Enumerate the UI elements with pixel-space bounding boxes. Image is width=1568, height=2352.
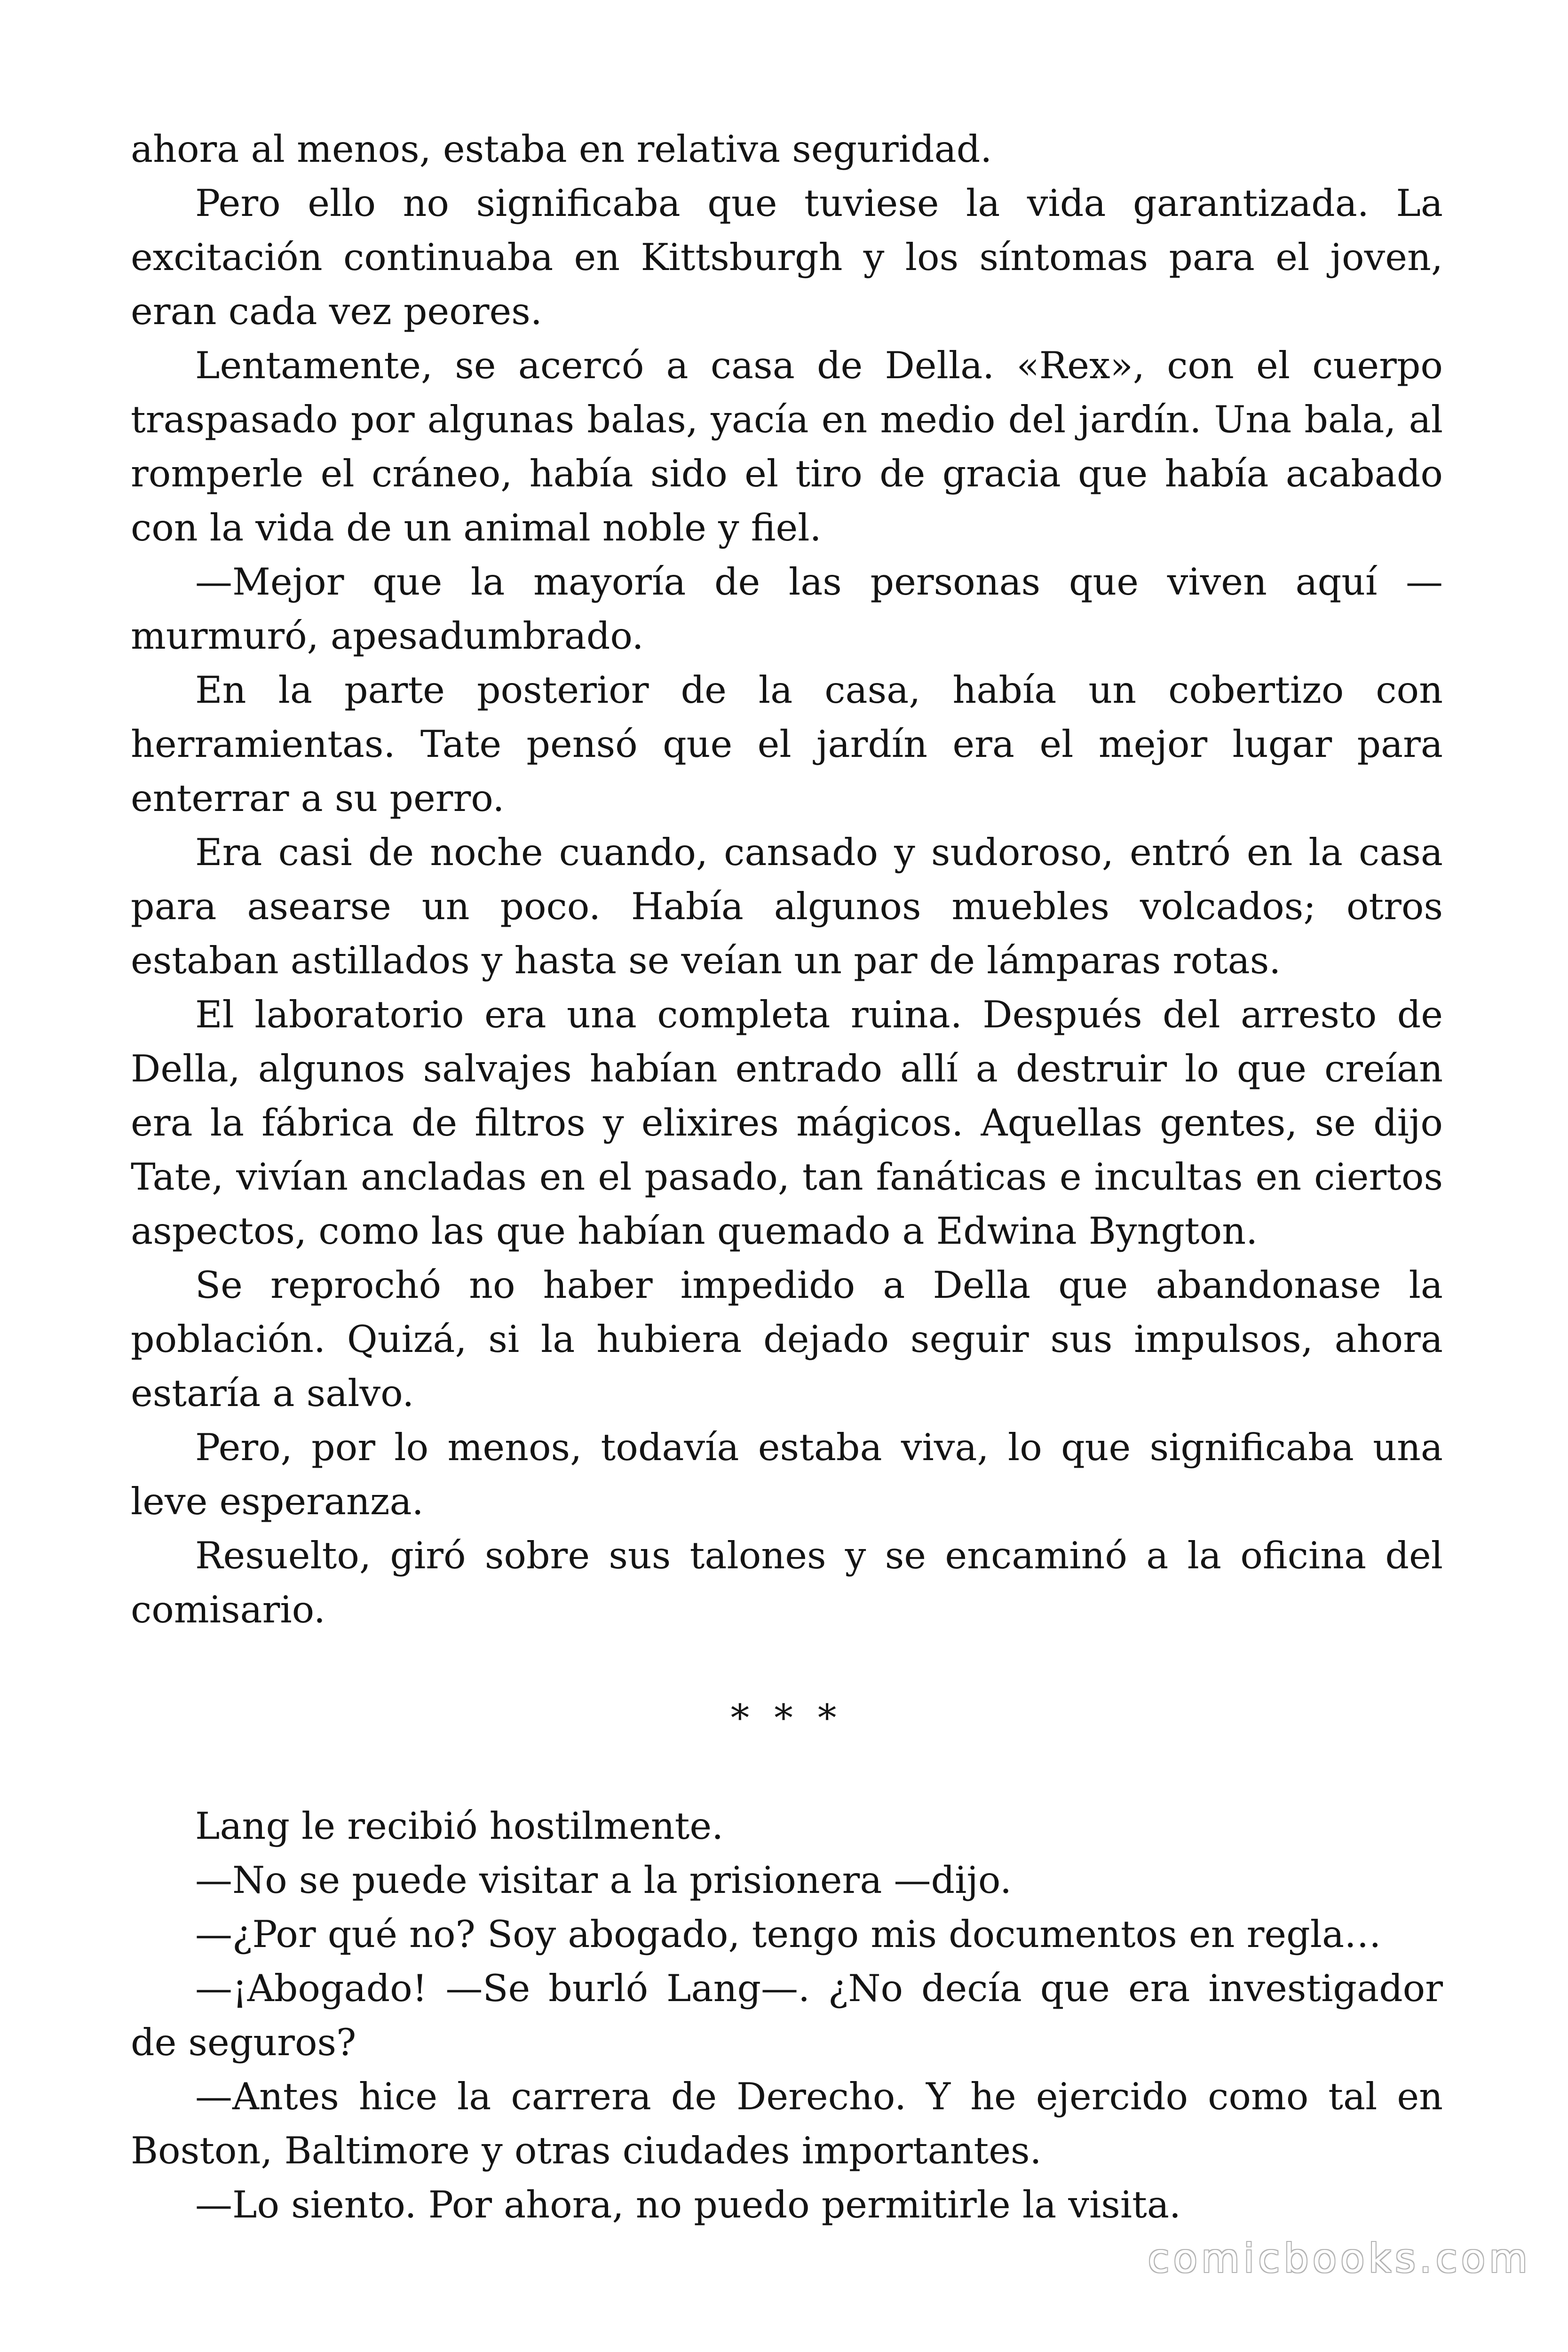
paragraph: Era casi de noche cuando, cansado y sudoroso, entró en la casa para asearse un poco. Había algunos muebles volcados; otros estaban astillados y hasta se veían un par de lámparas rotas. xyxy=(131,831,1443,982)
paragraph: —Antes hice la carrera de Derecho. Y he ejercido como tal en Boston, Baltimore y otras ciudades importantes. xyxy=(131,2075,1443,2172)
paragraph: Pero ello no significaba que tuviese la vida garantizada. La excitación continuaba en Kittsburgh y los síntomas para el joven, eran cada vez peores. xyxy=(131,182,1443,333)
paragraph: El laboratorio era una completa ruina. Después del arresto de Della, algunos salvajes habían entrado allí a destruir lo que creían era la fábrica de filtros y elixires mágicos. Aquellas gentes, se dijo Tate, vivían ancladas en el pasado, tan fanáticas e incultas en ciertos aspectos, como las que habían quemado a Edwina Byngton. xyxy=(131,993,1443,1253)
paragraph: En la parte posterior de la casa, había un cobertizo con herramientas. Tate pensó que el jardín era el mejor lugar para enterrar a su perro. xyxy=(131,668,1443,820)
book-page-text xyxy=(131,122,1443,2232)
watermark-text: comicbooks.com xyxy=(1148,2235,1531,2281)
paragraph: —¿Por qué no? Soy abogado, tengo mis documentos en regla… xyxy=(195,1913,1382,1956)
paragraph: —Lo siento. Por ahora, no puedo permitirle la visita. xyxy=(195,2183,1181,2226)
paragraph: —Mejor que la mayoría de las personas que viven aquí —murmuró, apesadumbrado. xyxy=(131,560,1443,658)
paragraph: Pero, por lo menos, todavía estaba viva, lo que significaba una leve esperanza. xyxy=(131,1426,1443,1523)
paragraph: Se reprochó no haber impedido a Della que abandonase la población. Quizá, si la hubiera dejado seguir sus impulsos, ahora estaría a salvo. xyxy=(131,1263,1443,1415)
paragraph: Lentamente, se acercó a casa de Della. «Rex», con el cuerpo traspasado por algunas balas, yacía en medio del jardín. Una bala, al romperle el cráneo, había sido el tiro de gracia que había acabado con la vida de un animal noble y fiel. xyxy=(131,344,1443,549)
paragraph: Resuelto, giró sobre sus talones y se encaminó a la oficina del comisario. xyxy=(131,1534,1443,1631)
paragraph: Lang le recibió hostilmente. xyxy=(195,1804,724,1848)
paragraph: —No se puede visitar a la prisionera —dijo. xyxy=(195,1859,1012,1902)
paragraph: —¡Abogado! —Se burló Lang—. ¿No decía que era investigador de seguros? xyxy=(131,1967,1443,2064)
scene-break: * * * xyxy=(730,1696,843,1740)
paragraph: ahora al menos, estaba en relativa seguridad. xyxy=(131,127,992,171)
